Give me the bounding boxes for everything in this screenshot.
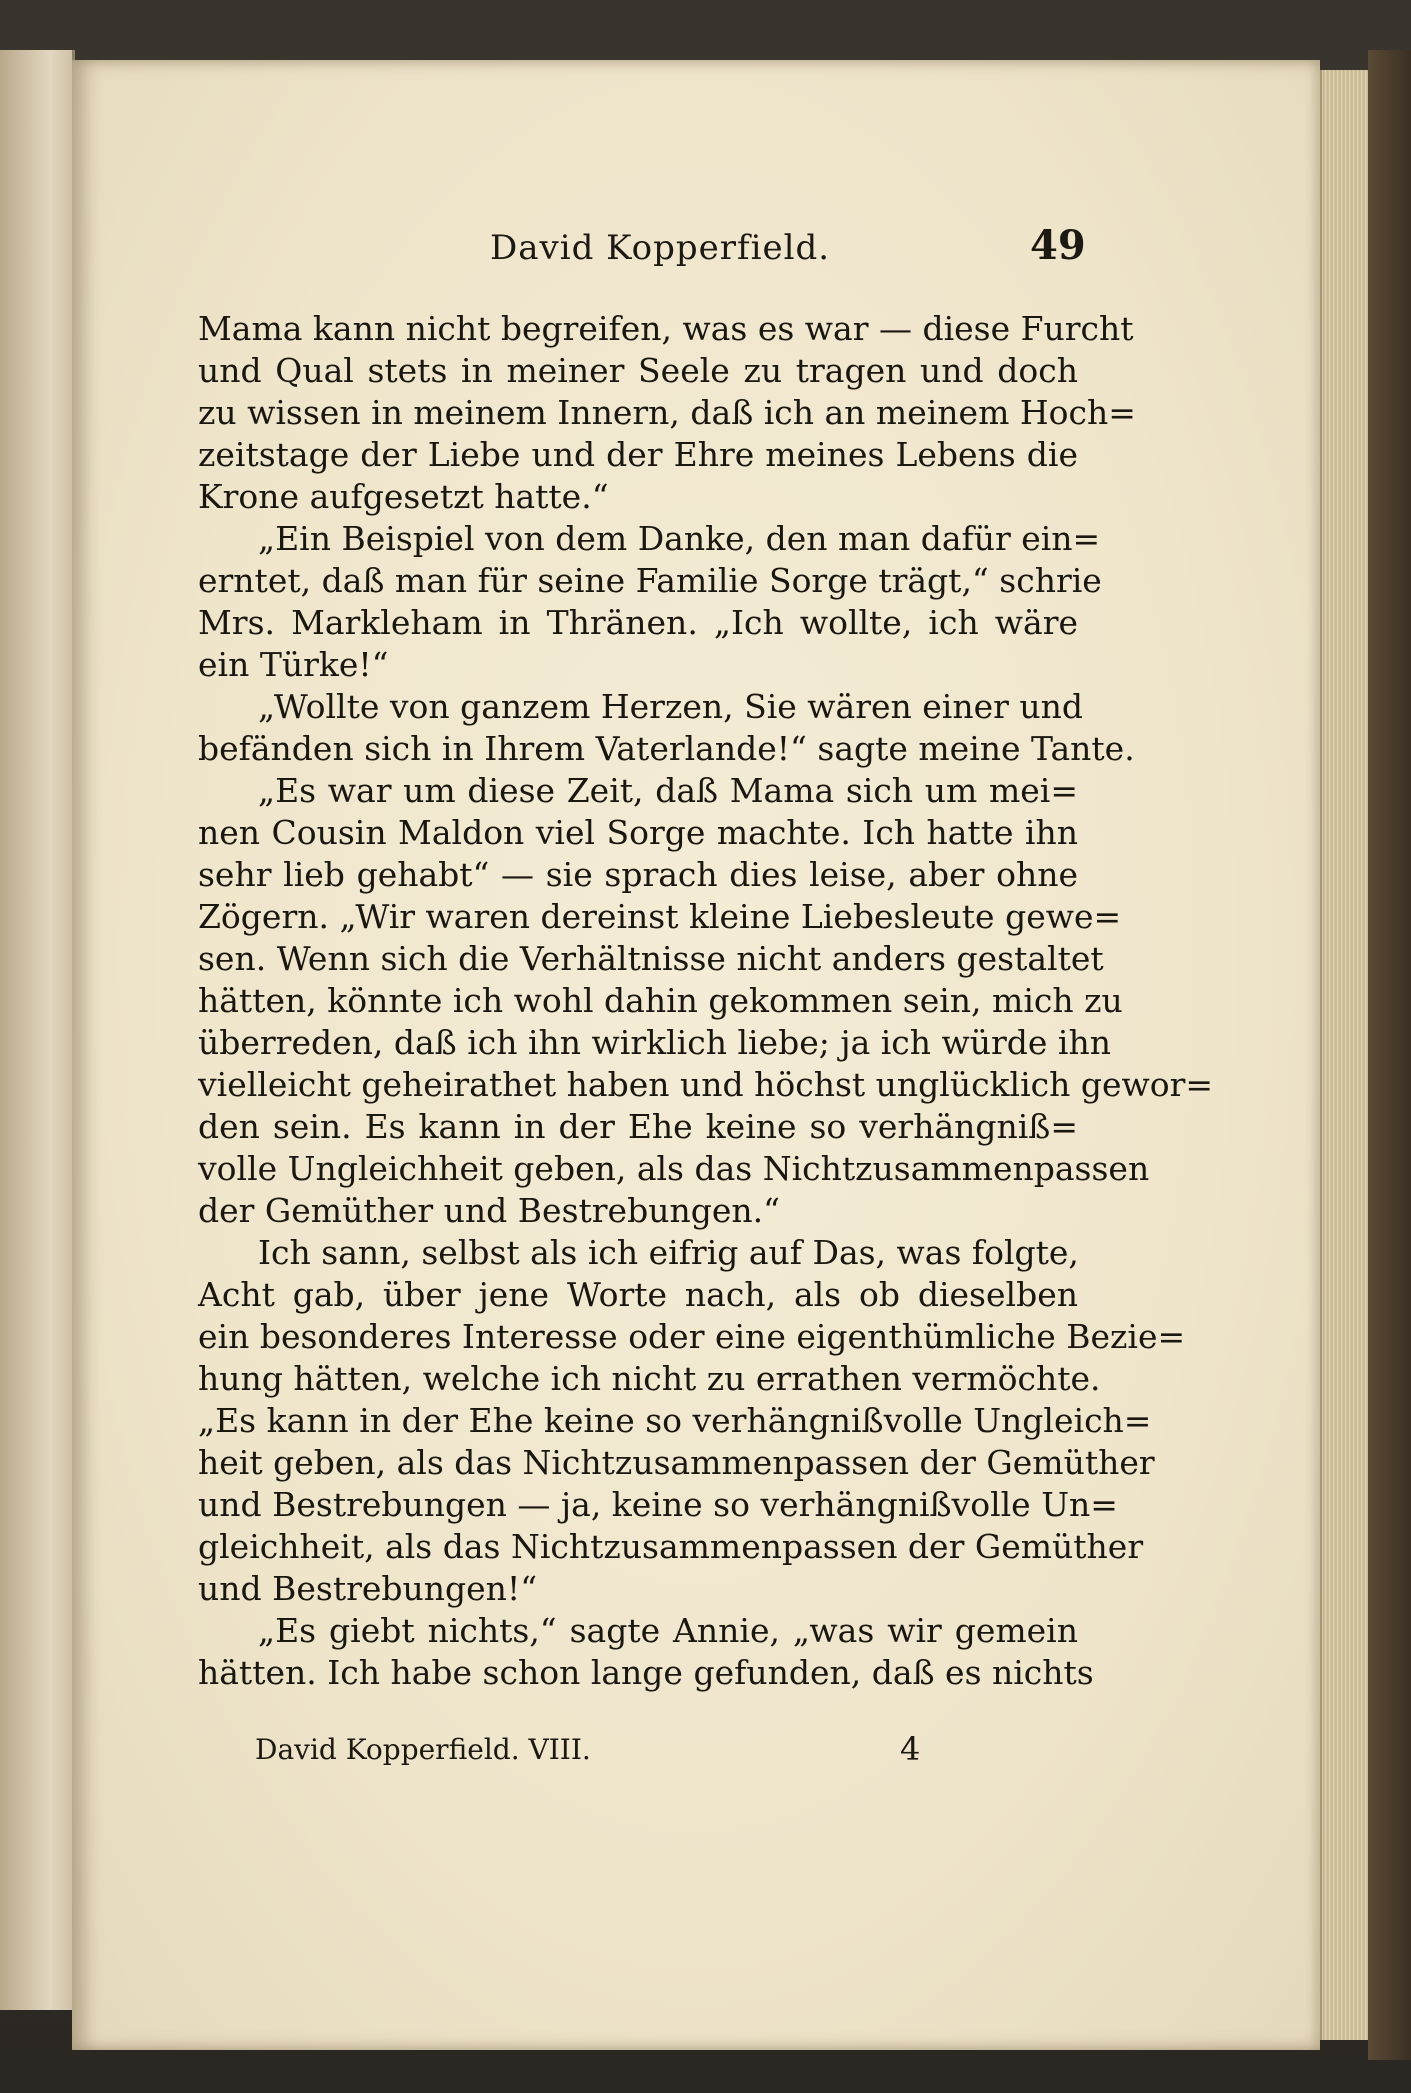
body-text (198, 308, 1214, 1694)
text-line: zeitstage der Liebe und der Ehre meines Lebens die (198, 435, 1078, 474)
text-line: „Ein Beispiel von dem Danke, den man dafür ein= (258, 519, 1101, 558)
text-line: „Es kann in der Ehe keine so verhängnißvolle Ungleich= (198, 1401, 1152, 1440)
text-line: befänden sich in Ihrem Vaterlande!“ sagte meine Tante. (198, 729, 1135, 768)
footer-signature: David Kopperfield. VIII. (255, 1733, 591, 1766)
text-line: „Wollte von ganzem Herzen, Sie wären einer und (258, 687, 1083, 726)
text-line: erntet, daß man für seine Familie Sorge trägt,“ schrie (198, 561, 1102, 600)
text-line: der Gemüther und Bestrebungen.“ (198, 1191, 780, 1230)
text-line: überreden, daß ich ihn wirklich liebe; ja ich würde ihn (198, 1023, 1111, 1062)
page-stack-edges (1320, 70, 1370, 2040)
text-line: nen Cousin Maldon viel Sorge machte. Ich hatte ihn (198, 813, 1078, 852)
text-line: volle Ungleichheit geben, als das Nichtzusammenpassen (198, 1149, 1150, 1188)
text-line: und Qual stets in meiner Seele zu tragen und doch (198, 351, 1078, 390)
text-line: Ich sann, selbst als ich eifrig auf Das, was folgte, (258, 1233, 1079, 1272)
text-line: zu wissen in meinem Innern, daß ich an meinem Hoch= (198, 393, 1136, 432)
text-line: Krone aufgesetzt hatte.“ (198, 477, 609, 516)
footer-sheet-number: 4 (900, 1730, 921, 1768)
text-line: Acht gab, über jene Worte nach, als ob dieselben (198, 1275, 1078, 1314)
left-page-edge (0, 50, 75, 2010)
text-line: hätten, könnte ich wohl dahin gekommen sein, mich zu (198, 981, 1123, 1020)
text-line: Zögern. „Wir waren dereinst kleine Liebesleute gewe= (198, 897, 1122, 936)
text-line: „Es giebt nichts,“ sagte Annie, „was wir gemein (258, 1611, 1078, 1650)
text-line: sehr lieb gehabt“ — sie sprach dies leise, aber ohne (198, 855, 1078, 894)
text-line: Mama kann nicht begreifen, was es war — diese Furcht (198, 309, 1134, 348)
text-line: „Es war um diese Zeit, daß Mama sich um mei= (258, 771, 1078, 810)
text-line: und Bestrebungen!“ (198, 1569, 538, 1608)
running-title: David Kopperfield. (490, 228, 831, 268)
text-line: den sein. Es kann in der Ehe keine so verhängniß= (198, 1107, 1078, 1146)
text-line: heit geben, als das Nichtzusammenpassen der Gemüther (198, 1443, 1155, 1482)
text-line: ein besonderes Interesse oder eine eigenthümliche Bezie= (198, 1317, 1186, 1356)
text-line: gleichheit, als das Nichtzusammenpassen der Gemüther (198, 1527, 1144, 1566)
text-line: und Bestrebungen — ja, keine so verhängnißvolle Un= (198, 1485, 1118, 1524)
text-line: Mrs. Markleham in Thränen. „Ich wollte, ich wäre (198, 603, 1078, 642)
text-line: hätten. Ich habe schon lange gefunden, daß es nichts (198, 1653, 1094, 1692)
text-line: sen. Wenn sich die Verhältnisse nicht anders gestaltet (198, 939, 1104, 978)
text-line: vielleicht geheirathet haben und höchst unglücklich gewor= (198, 1065, 1214, 1104)
book-cover-edge (1368, 50, 1411, 2060)
page-number: 49 (1030, 222, 1086, 269)
text-line: ein Türke!“ (198, 645, 389, 684)
text-line: hung hätten, welche ich nicht zu errathen vermöchte. (198, 1359, 1101, 1398)
